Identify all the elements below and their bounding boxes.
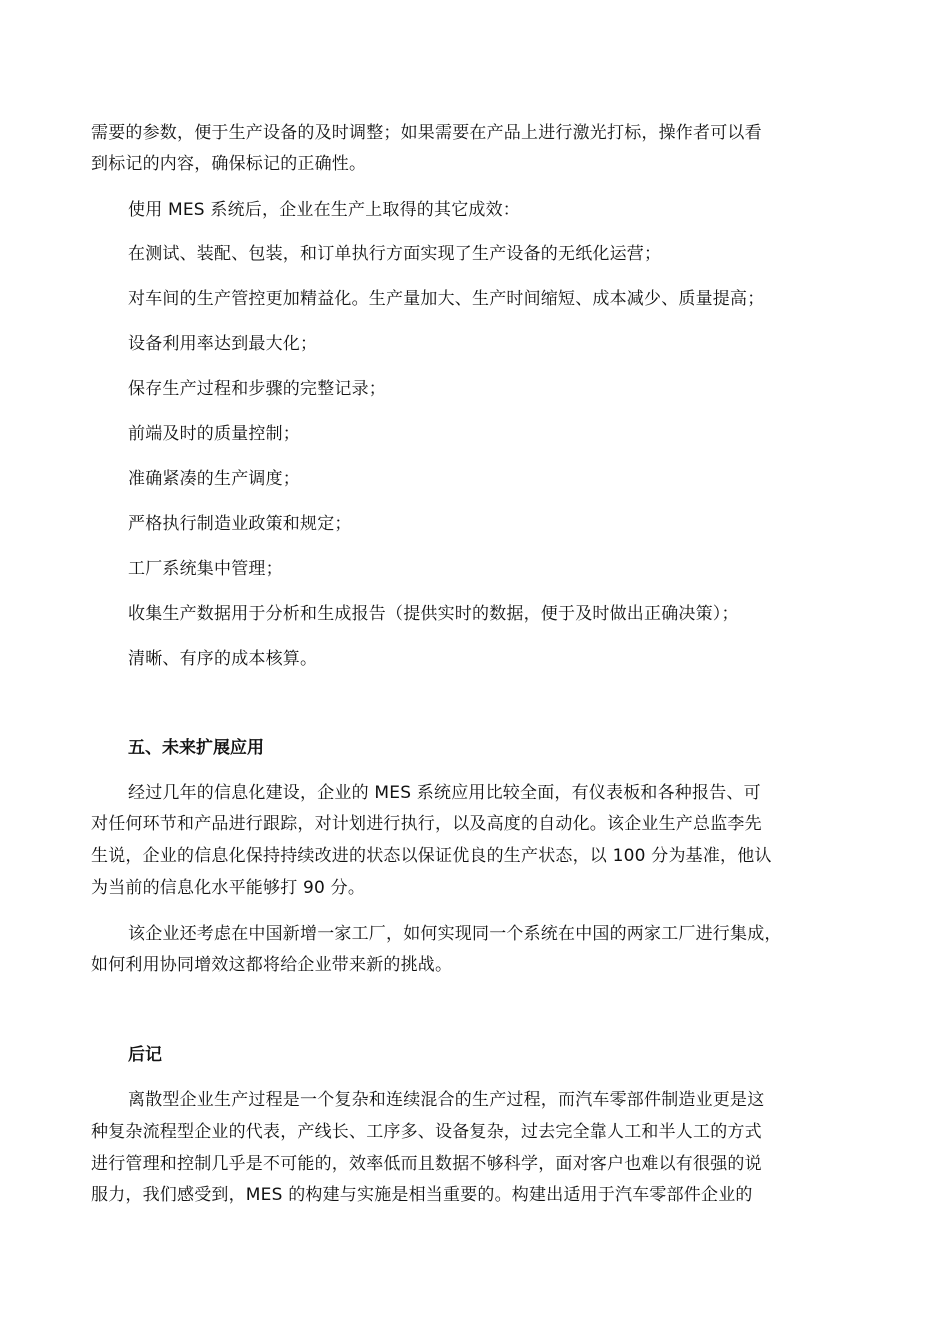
section-heading: 五、未来扩展应用 <box>128 738 264 758</box>
benefit-item: 清晰、有序的成本核算。 <box>128 649 318 669</box>
benefit-item: 设备利用率达到最大化； <box>128 334 318 354</box>
paragraph-line: 进行管理和控制几乎是不可能的，效率低而且数据不够科学，面对客户也难以有很强的说 <box>91 1154 762 1174</box>
benefit-item: 在测试、装配、包装，和订单执行方面实现了生产设备的无纸化运营； <box>128 244 662 264</box>
benefit-item: 收集生产数据用于分析和生成报告（提供实时的数据，便于及时做出正确决策）； <box>128 604 739 624</box>
benefit-item: 严格执行制造业政策和规定； <box>128 514 352 534</box>
intro-line: 到标记的内容，确保标记的正确性。 <box>91 154 367 174</box>
paragraph-line: 生说，企业的信息化保持持续改进的状态以保证优良的生产状态，以 100 分为基准，他认 <box>91 846 772 866</box>
benefits-intro: 使用 MES 系统后，企业在生产上取得的其它成效： <box>128 200 521 220</box>
paragraph-line: 经过几年的信息化建设，企业的 MES 系统应用比较全面，有仪表板和各种报告、可 <box>128 783 761 803</box>
paragraph-line: 种复杂流程型企业的代表，产线长、工序多、设备复杂，过去完全靠人工和半人工的方式 <box>91 1122 762 1142</box>
benefit-item: 准确紧凑的生产调度； <box>128 469 300 489</box>
paragraph-line: 该企业还考虑在中国新增一家工厂，如何实现同一个系统在中国的两家工厂进行集成， <box>128 924 782 944</box>
benefit-item: 对车间的生产管控更加精益化。生产量加大、生产时间缩短、成本减少、质量提高； <box>128 289 765 309</box>
paragraph-line: 离散型企业生产过程是一个复杂和连续混合的生产过程，而汽车零部件制造业更是这 <box>128 1090 765 1110</box>
paragraph-line: 对任何环节和产品进行跟踪，对计划进行执行，以及高度的自动化。该企业生产总监李先 <box>91 814 762 834</box>
benefit-item: 保存生产过程和步骤的完整记录； <box>128 379 386 399</box>
paragraph-line: 服力，我们感受到，MES 的构建与实施是相当重要的。构建出适用于汽车零部件企业的 <box>91 1185 753 1205</box>
intro-line: 需要的参数，便于生产设备的及时调整；如果需要在产品上进行激光打标，操作者可以看 <box>91 123 762 143</box>
paragraph-line: 如何利用协同增效这都将给企业带来新的挑战。 <box>91 955 453 975</box>
section-heading: 后记 <box>128 1045 162 1065</box>
paragraph-line: 为当前的信息化水平能够打 90 分。 <box>91 878 366 898</box>
benefit-item: 工厂系统集中管理； <box>128 559 283 579</box>
benefit-item: 前端及时的质量控制； <box>128 424 300 444</box>
